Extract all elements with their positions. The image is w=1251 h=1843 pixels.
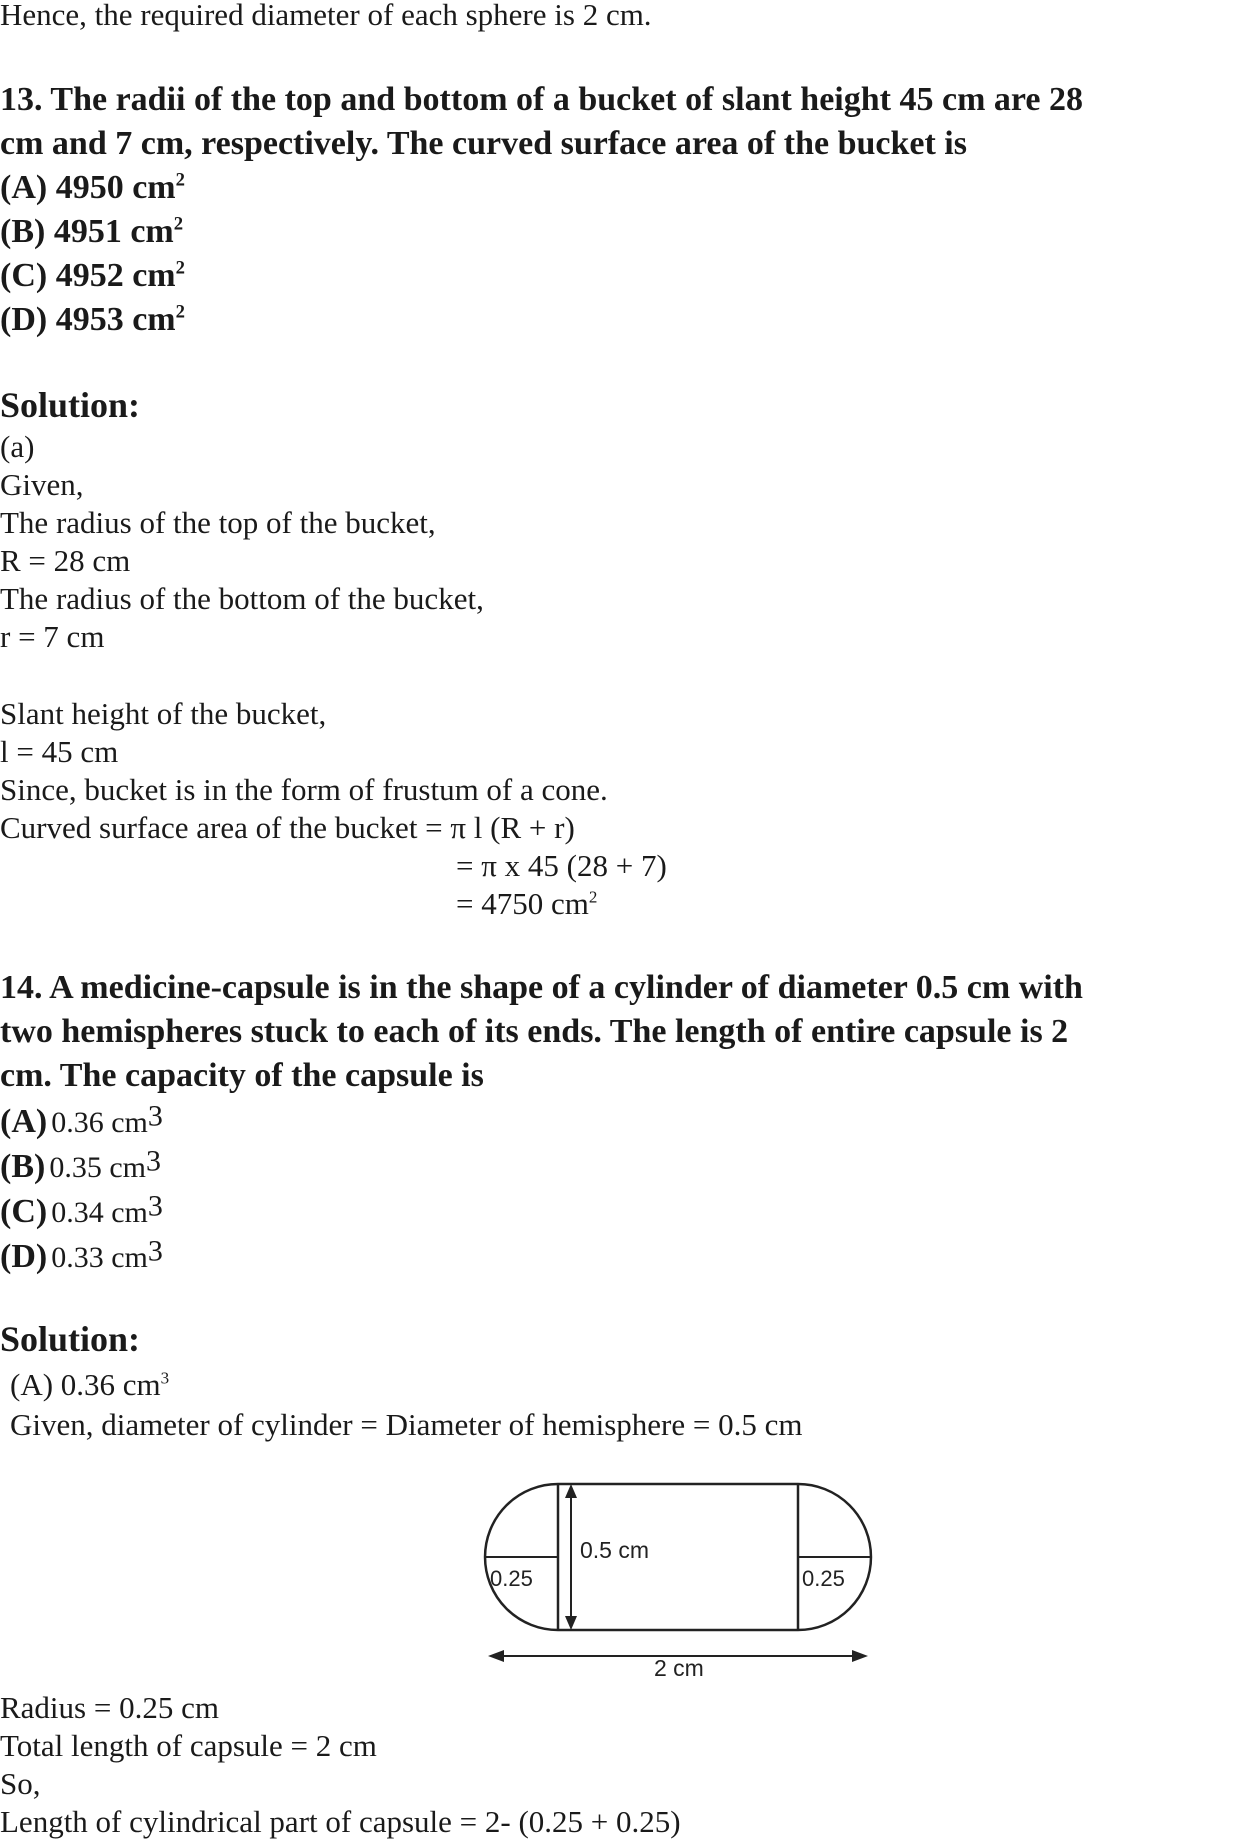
q13-line: l = 45 cm bbox=[0, 734, 119, 769]
q14-line-3: cm. The capacity of the capsule is bbox=[0, 1057, 484, 1094]
q14-option-d: (D) 0.33 $cm^3$ bbox=[0, 1234, 163, 1275]
length-arrow-left-head bbox=[488, 1650, 504, 1662]
length-arrow-right-head bbox=[852, 1650, 868, 1662]
q13-line: The radius of the top of the bucket, bbox=[0, 505, 436, 540]
height-label: 0.5 cm bbox=[580, 1537, 650, 1563]
q13-line: Since, bucket is in the form of frustum of a cone. bbox=[0, 772, 608, 807]
q13-line: Slant height of the bucket, bbox=[0, 696, 327, 731]
q14-after-line: So, bbox=[0, 1766, 41, 1801]
q14-solution-heading: Solution: bbox=[0, 1319, 141, 1359]
q13-line: Given, bbox=[0, 467, 84, 502]
q14-line-2: two hemispheres stuck to each of its ends. The length of entire capsule is 2 bbox=[0, 1013, 1069, 1050]
q13-option-b: (B) 4951 $cm^2$ bbox=[0, 213, 184, 250]
q13-line: The radius of the bottom of the bucket, bbox=[0, 581, 484, 616]
q14-option-a: (A) 0.36 $cm^3$ bbox=[0, 1099, 163, 1140]
q14-after-line: Length of cylindrical part of capsule = 2- (0.25 + 0.25) bbox=[0, 1804, 681, 1839]
q13-option-d: (D) 4953 $cm^2$ bbox=[0, 301, 185, 338]
q14-option-c: (C) 0.34 $cm^3$ bbox=[0, 1189, 163, 1230]
q14-answer: (A) 0.36 $cm^3$ bbox=[10, 1367, 170, 1402]
length-label: 2 cm bbox=[654, 1655, 704, 1678]
q14-after-line: Total length of capsule = 2 cm bbox=[0, 1728, 377, 1763]
q13-line: r = 7 cm bbox=[0, 619, 105, 654]
q13-line: Curved surface area of the bucket = π l (R + r) bbox=[0, 810, 575, 845]
q14-given: Given, diameter of cylinder = Diameter of hemisphere = 0.5 cm bbox=[10, 1407, 803, 1442]
q13-result: = 4750 $cm^2$ bbox=[456, 886, 598, 921]
q13-solution-heading: Solution: bbox=[0, 385, 141, 425]
capsule-diagram bbox=[478, 1478, 878, 1678]
right-radius-label: 0.25 bbox=[802, 1566, 845, 1591]
q14-line-1: 14. A medicine-capsule is in the shape of a cylinder of diameter 0.5 cm with bbox=[0, 969, 1083, 1006]
q13-option-c: (C) 4952 $cm^2$ bbox=[0, 257, 185, 294]
intro-text: Hence, the required diameter of each sphere is 2 cm. bbox=[0, 0, 652, 32]
q13-line-1: 13. The radii of the top and bottom of a bucket of slant height 45 cm are 28 bbox=[0, 81, 1083, 118]
q14-after-line: Radius = 0.25 cm bbox=[0, 1690, 219, 1725]
q13-line: R = 28 cm bbox=[0, 543, 131, 578]
height-arrow-bottom-head bbox=[565, 1616, 577, 1630]
q13-answer: (a) bbox=[0, 429, 35, 464]
left-radius-label: 0.25 bbox=[490, 1566, 533, 1591]
height-arrow-top-head bbox=[565, 1484, 577, 1498]
q14-option-b: (B) 0.35 $cm^3$ bbox=[0, 1144, 161, 1185]
q13-line: = π x 45 (28 + 7) bbox=[456, 848, 667, 883]
q13-line-2: cm and 7 cm, respectively. The curved surface area of the bucket is bbox=[0, 125, 967, 162]
q13-option-a: (A) 4950 $cm^2$ bbox=[0, 169, 185, 206]
